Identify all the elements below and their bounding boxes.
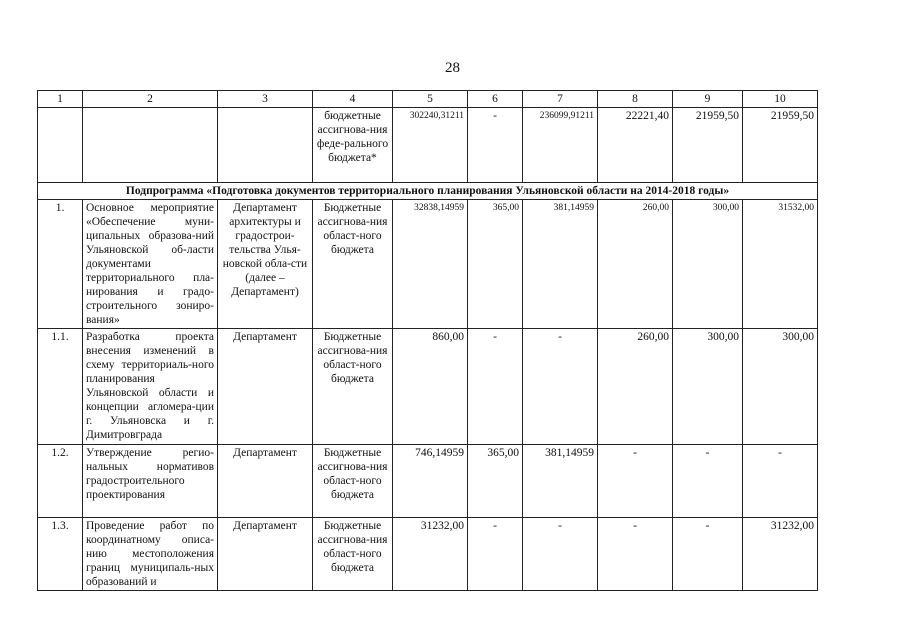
measure-name: Основное мероприятие «Обеспечение муни-ципальных образова-ний Ульяновской об-ласти документами территориального пла-нирования и градо-строительного зониро-вания» bbox=[83, 200, 218, 329]
value-year-2015: - bbox=[523, 329, 598, 445]
column-header: 10 bbox=[743, 91, 818, 108]
table-row bbox=[38, 445, 818, 518]
measure-name: Утверждение регио-нальных нормативов градостроительного проектирования bbox=[83, 445, 218, 518]
value-year-2016: 22221,40 bbox=[598, 108, 673, 183]
section-row bbox=[38, 183, 818, 200]
column-header: 7 bbox=[523, 91, 598, 108]
value-year-2017: - bbox=[673, 518, 743, 591]
row-number: 1.2. bbox=[38, 445, 83, 518]
value-year-2017: 21959,50 bbox=[673, 108, 743, 183]
value-year-2015: 236099,91211 bbox=[523, 108, 598, 183]
row-number: 1.1. bbox=[38, 329, 83, 445]
value-year-2014: - bbox=[468, 329, 523, 445]
value-year-2018: 31532,00 bbox=[743, 200, 818, 329]
value-year-2017: 300,00 bbox=[673, 329, 743, 445]
value-year-2018: 31232,00 bbox=[743, 518, 818, 591]
funding-source: Бюджетные ассигнова-ния област-ного бюджета bbox=[313, 518, 393, 591]
executor: Департамент bbox=[218, 445, 313, 518]
table-row bbox=[38, 329, 818, 445]
table-row bbox=[38, 518, 818, 591]
value-year-2018: 21959,50 bbox=[743, 108, 818, 183]
column-number-row bbox=[38, 91, 818, 108]
page-number: 28 bbox=[445, 60, 460, 76]
table-row bbox=[38, 200, 818, 329]
measure-name: Разработка проекта внесения изменений в схему территориаль-ного планирования Ульяновской области и концепции агломера-ции г. Ульяновска и г. Димитровграда bbox=[83, 329, 218, 445]
value-year-2018: - bbox=[743, 445, 818, 518]
value-year-2016: - bbox=[598, 445, 673, 518]
column-header: 4 bbox=[313, 91, 393, 108]
column-header: 9 bbox=[673, 91, 743, 108]
value-total: 31232,00 bbox=[393, 518, 468, 591]
row-number: 1.3. bbox=[38, 518, 83, 591]
funding-source: Бюджетные ассигнова-ния област-ного бюджета bbox=[313, 200, 393, 329]
program-table bbox=[37, 90, 818, 591]
funding-source: Бюджетные ассигнова-ния област-ного бюджета bbox=[313, 329, 393, 445]
column-header: 5 bbox=[393, 91, 468, 108]
value-year-2015: - bbox=[523, 518, 598, 591]
value-total: 746,14959 bbox=[393, 445, 468, 518]
value-year-2016: 260,00 bbox=[598, 200, 673, 329]
column-header: 2 bbox=[83, 91, 218, 108]
value-total: 860,00 bbox=[393, 329, 468, 445]
column-header: 3 bbox=[218, 91, 313, 108]
row-number bbox=[38, 108, 83, 183]
funding-source: бюджетные ассигнова-ния феде-рального бюджета* bbox=[313, 108, 393, 183]
value-year-2015: 381,14959 bbox=[523, 200, 598, 329]
value-year-2015: 381,14959 bbox=[523, 445, 598, 518]
value-year-2017: - bbox=[673, 445, 743, 518]
column-header: 6 bbox=[468, 91, 523, 108]
table-row bbox=[38, 108, 818, 183]
value-year-2014: - bbox=[468, 108, 523, 183]
value-total: 32838,14959 bbox=[393, 200, 468, 329]
value-year-2017: 300,00 bbox=[673, 200, 743, 329]
row-number: 1. bbox=[38, 200, 83, 329]
executor: Департамент bbox=[218, 518, 313, 591]
measure-name bbox=[83, 108, 218, 183]
funding-source: Бюджетные ассигнова-ния област-ного бюджета bbox=[313, 445, 393, 518]
measure-name: Проведение работ по координатному описа-нию местоположения границ муниципаль-ных образований и bbox=[83, 518, 218, 591]
value-year-2014: 365,00 bbox=[468, 200, 523, 329]
executor bbox=[218, 108, 313, 183]
executor: Департамент архитектуры и градострои-тельства Улья-новской обла-сти (далее – Департамент) bbox=[218, 200, 313, 329]
value-year-2016: - bbox=[598, 518, 673, 591]
executor: Департамент bbox=[218, 329, 313, 445]
value-year-2018: 300,00 bbox=[743, 329, 818, 445]
value-year-2014: 365,00 bbox=[468, 445, 523, 518]
column-header: 1 bbox=[38, 91, 83, 108]
value-year-2014: - bbox=[468, 518, 523, 591]
column-header: 8 bbox=[598, 91, 673, 108]
value-year-2016: 260,00 bbox=[598, 329, 673, 445]
value-total: 302240,31211 bbox=[393, 108, 468, 183]
section-title: Подпрограмма «Подготовка документов территориального планирования Ульяновской области на 2014-2018 годы» bbox=[38, 183, 818, 200]
